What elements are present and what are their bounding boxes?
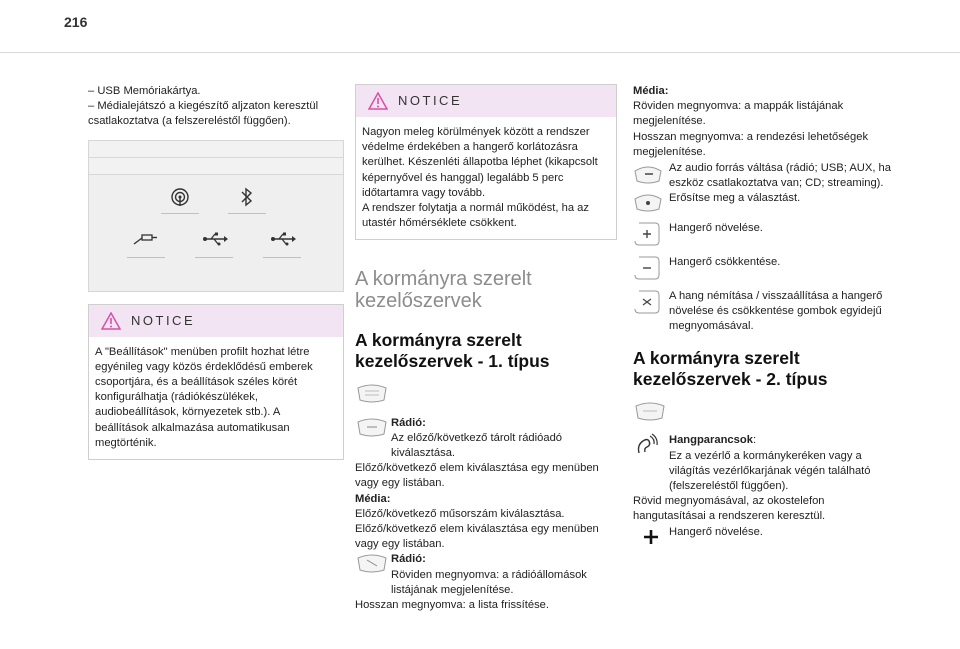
top-rule [0,52,960,53]
section-title: A kormányra szerelt kezelőszervek [355,268,532,313]
notice-text: A "Beállítások" menüben profilt hozhat létre egyénileg vagy közös érdeklődésű emberek csoportjára, és a beállítások széles körét konfigurálhatja (rádiókészülékek, audiobeállítások, környezetek stb.). A beállítások alkalmazása automatikusan megtörténik. [95,345,313,449]
voice-command-icon [633,433,659,462]
media-short-text: Röviden megnyomva: a mappák listájának megjelenítése. [633,100,844,128]
confirm-text: Erősítse meg a választást. [669,192,801,205]
confirm-button-icon [633,191,663,218]
usb-line-2: – Médialejátszó a kiegészítő aljzaton keresztül csatlakoztatva (a felszereléstől függően). [88,100,319,128]
media-label: Média: [355,492,391,505]
source-panel-illustration [88,140,344,292]
radio-list-text: Röviden megnyomva: a rádióállomások listájának megjelenítése. [391,568,587,596]
page-number: 216 [64,14,88,30]
warning-icon [101,312,121,335]
media-text-1: Előző/következő műsorszám kiválasztása. [355,507,565,520]
voice-label: Hangparancsok [669,434,753,447]
steering-control-icon [633,400,891,427]
usb-list [88,84,344,130]
sub-title-type2: A kormányra szerelt kezelőszervek - 2. típus [633,348,828,390]
bluetooth-icon [227,187,267,209]
voice-text-2: Rövid megnyomásával, az okostelefon hangutasításai a rendszeren keresztül. [633,495,826,523]
radio-text: Az előző/következő tárolt rádióadó kiválasztása. [391,431,563,460]
mute-icon [633,289,661,320]
steering-control-icon [355,416,389,443]
sub-title-type1: A kormányra szerelt kezelőszervek - 1. típus [355,330,550,372]
voice-label-colon: : [752,434,757,447]
volume-up-icon [633,221,661,252]
radio-label: Rádió: [391,416,426,429]
wireless-icon [160,187,200,209]
mute-text: A hang némítása / visszaállítása a hangerő növelése és csökkentése gombok egyidejű megnyomásával. [669,289,883,333]
usb-line-1: – USB Memóriakártya. [88,85,201,97]
warning-icon [368,92,388,115]
radio-list-text-2: Hosszan megnyomva: a lista frissítése. [355,599,549,612]
aux-cable-icon [125,232,165,248]
column-3 [633,84,891,549]
source-text: Az audio forrás váltása (rádió; USB; AUX, ha eszköz csatlakoztatva van; CD; streaming). [669,162,891,190]
usb-icon-2 [263,232,303,248]
usb-icon [195,232,235,248]
column-1 [88,84,344,460]
voice-text: Ez a vezérlő a kormánykeréken vagy a világítás vezérlőkarjának végén található (felszereléstől függően). [669,449,871,493]
notice-text: Nagyon meleg körülmények között a rendszer védelme érdekében a hangerő korlátozásra kerülhet. Készenléti állapotba léphet (kikapcsolt képernyővel és hanggal) legalább 5 perc időtartamra vagy tovább. A rendszer folytatja a normál működést, ha az utastér hőmérséklete csökkent. [362,126,598,230]
volume-up-text-2: Hangerő növelése. [669,525,763,538]
volume-down-icon [633,255,661,286]
plus-icon [643,529,659,550]
radio-text-2: Előző/következő elem kiválasztása egy menüben vagy egy listában. [355,462,599,490]
column-2 [355,84,617,613]
notice-header [89,305,343,337]
media-text-2: Előző/következő elem kiválasztása egy menüben vagy egy listában. [355,523,599,551]
notice-title: NOTICE [131,312,196,328]
media-long-text: Hosszan megnyomva: a rendezési lehetőségek megjelenítése. [633,130,869,158]
volume-down-text: Hangerő csökkentése. [669,255,781,268]
radio-label-2: Rádió: [391,553,426,566]
volume-up-text: Hangerő növelése. [669,221,763,234]
notice-profiles [88,304,344,460]
notice-header [356,85,616,117]
media-label: Média: [633,85,669,97]
notice-title: NOTICE [398,93,463,108]
source-button-icon [633,161,663,190]
steering-control-icon [355,382,617,409]
steering-control-icon [355,552,389,579]
notice-temperature [355,84,617,240]
